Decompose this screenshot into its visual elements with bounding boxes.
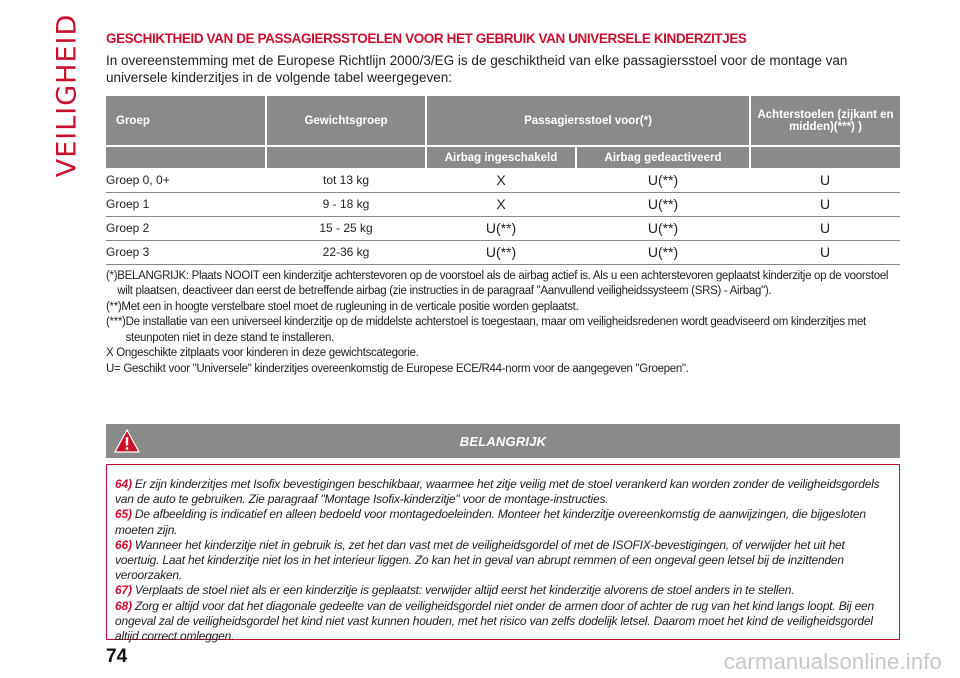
- warning-item-text: De afbeelding is indicatief en alleen bedoeld voor montagedoeleinden. Monteer het kinderzitje overeenkomstig de aanwijzingen, die bijgesloten moeten zijn.: [115, 507, 866, 537]
- warning-item-number: 64): [115, 477, 132, 491]
- cell-rear: U: [750, 168, 900, 192]
- footnote: [106, 269, 900, 300]
- page-number: 74: [106, 646, 128, 667]
- warning-item-number: 67): [115, 583, 132, 598]
- warning-item-number: 68): [115, 598, 132, 613]
- watermark: carmanualsonline.info: [723, 649, 942, 674]
- cell-weight: 15 - 25 kg: [266, 216, 426, 240]
- section-side-tab: [51, 13, 83, 177]
- cell-rear: U: [750, 240, 900, 264]
- intro-paragraph: In overeenstemming met de Europese Richtlijn 2000/3/EG is de geschiktheid van elke passagiersstoel voor de montage van universele kinderzitjes in de volgende tabel weergegeven:: [106, 53, 848, 85]
- warning-box: [106, 464, 900, 644]
- footnote-text: Met een in hoogte verstelbare stoel moet de rugleuning in de verticale positie worden geplaatst.: [121, 300, 579, 313]
- warning-item: [115, 538, 891, 584]
- warning-item: [115, 583, 891, 598]
- main-content: [106, 30, 900, 377]
- cell-airbag-off: U(**): [576, 168, 750, 192]
- cell-weight: 22-36 kg: [266, 240, 426, 264]
- header-group: Groep: [106, 96, 266, 146]
- section-title: GESCHIKTHEID VAN DE PASSAGIERSSTOELEN VOOR HET GEBRUIK VAN UNIVERSELE KINDERZITJES: [106, 31, 747, 46]
- cell-airbag-off: U(**): [576, 216, 750, 240]
- warning-item: [115, 507, 891, 537]
- footnote-mark: (*): [106, 269, 118, 282]
- footnote-mark: (**): [106, 300, 122, 313]
- warning-item-number: 65): [115, 507, 132, 522]
- warning-item-number: 66): [115, 537, 132, 552]
- legend-text: X Ongeschikte zitplaats voor kinderen in deze gewichtscategorie.: [106, 347, 419, 359]
- cell-group: Groep 0, 0+: [106, 168, 266, 192]
- footnote-mark: (***): [106, 316, 126, 328]
- warning-header: [106, 424, 900, 458]
- cell-weight: 9 - 18 kg: [266, 192, 426, 216]
- cell-airbag-on: X: [426, 192, 576, 216]
- footnote: [106, 300, 900, 316]
- legend-x: [106, 346, 900, 362]
- header-passenger-seat: Passagiersstoel voor(*): [426, 96, 750, 146]
- cell-airbag-off: U(**): [576, 240, 750, 264]
- warning-title: BELANGRIJK: [459, 433, 547, 449]
- cell-group: Groep 2: [106, 216, 266, 240]
- cell-rear: U: [750, 216, 900, 240]
- header-empty: [750, 146, 900, 168]
- warning-item-text: Wanneer het kinderzitje niet in gebruik is, zet het dan vast met de veiligheidsgordel of met de ISOFIX-bevestigingen, of verwijder het uit het voertuig. Laat het kinderzitje niet los in het interieur liggen. Zo kan het in geval van abrupt remmen of een ongeval geen letsel bij de inzittenden veroorzaken.: [115, 537, 845, 583]
- cell-group: Groep 3: [106, 240, 266, 264]
- warning-item: [115, 477, 891, 507]
- header-airbag-off: Airbag gedeactiveerd: [576, 146, 750, 168]
- header-rear-seats: Achterstoelen (zijkant en midden)(***) ): [750, 96, 900, 146]
- legend-text: U= Geschikt voor "Universele" kinderzitjes overeenkomstig de Europese ECE/R44-norm voor de aangegeven "Groepen".: [106, 362, 689, 375]
- section-side-label: VEILIGHEID: [51, 13, 83, 177]
- child-seat-suitability-table: [106, 96, 900, 265]
- footnote-text: De installatie van een universeel kinderzitje op de middelste achterstoel is toegestaan, maar om veiligheidsredenen wordt geadviseerd om kinderzitjes met steunpoten niet in deze stand te installeren.: [125, 316, 866, 344]
- header-weight: Gewichtsgroep: [266, 96, 426, 146]
- table-row: [106, 192, 900, 216]
- warning-item-text: Zorg er altijd voor dat het diagonale gedeelte van de veiligheidsgordel niet onder de armen door of achter de rug van het kind langs loopt. Bij een ongeval zal de veiligheidsgordel het kind niet vast kunnen houden, met het risico van zelfs dodelijk letsel. Daarom moet het kind de veiligheidsgordel altijd correct omleggen.: [115, 598, 874, 644]
- cell-airbag-off: U(**): [576, 192, 750, 216]
- header-airbag-on: Airbag ingeschakeld: [426, 146, 576, 168]
- cell-airbag-on: U(**): [426, 240, 576, 264]
- warning-triangle-icon: [114, 429, 140, 453]
- cell-airbag-on: U(**): [426, 216, 576, 240]
- table-footnotes: [106, 269, 900, 378]
- cell-rear: U: [750, 192, 900, 216]
- table-row: [106, 240, 900, 264]
- cell-group: Groep 1: [106, 192, 266, 216]
- table-row: [106, 216, 900, 240]
- header-empty: [266, 146, 426, 168]
- warning-item: [115, 599, 891, 645]
- footnote: [106, 315, 900, 346]
- warning-item-text: Er zijn kinderzitjes met Isofix bevestigingen beschikbaar, waarmee het zitje veilig met de stoel verankerd kan worden zonder de veiligheidsgordels van de auto te gebruiken. Zie paragraaf "Montage Isofix-kinderzitje" voor de montage-instructies.: [115, 477, 880, 507]
- cell-weight: tot 13 kg: [266, 168, 426, 192]
- warning-item-text: Verplaats de stoel niet als er een kinderzitje is geplaatst: verwijder altijd eerst het kinderzitje alvorens de stoel anders in te stellen.: [134, 583, 795, 598]
- table-row: [106, 168, 900, 192]
- footnote-text: BELANGRIJK: Plaats NOOIT een kinderzitje achterstevoren op de voorstoel als de airbag actief is. Als u een achterstevoren geplaatst kinderzitje op de voorstoel wilt plaatsen, deactiveer dan eerst de betreffende airbag (zie instructies in de paragraaf "Aanvullend veiligheidssysteem (SRS) - Airbag").: [117, 269, 889, 297]
- cell-airbag-on: X: [426, 168, 576, 192]
- header-empty: [106, 146, 266, 168]
- legend-u: [106, 362, 900, 378]
